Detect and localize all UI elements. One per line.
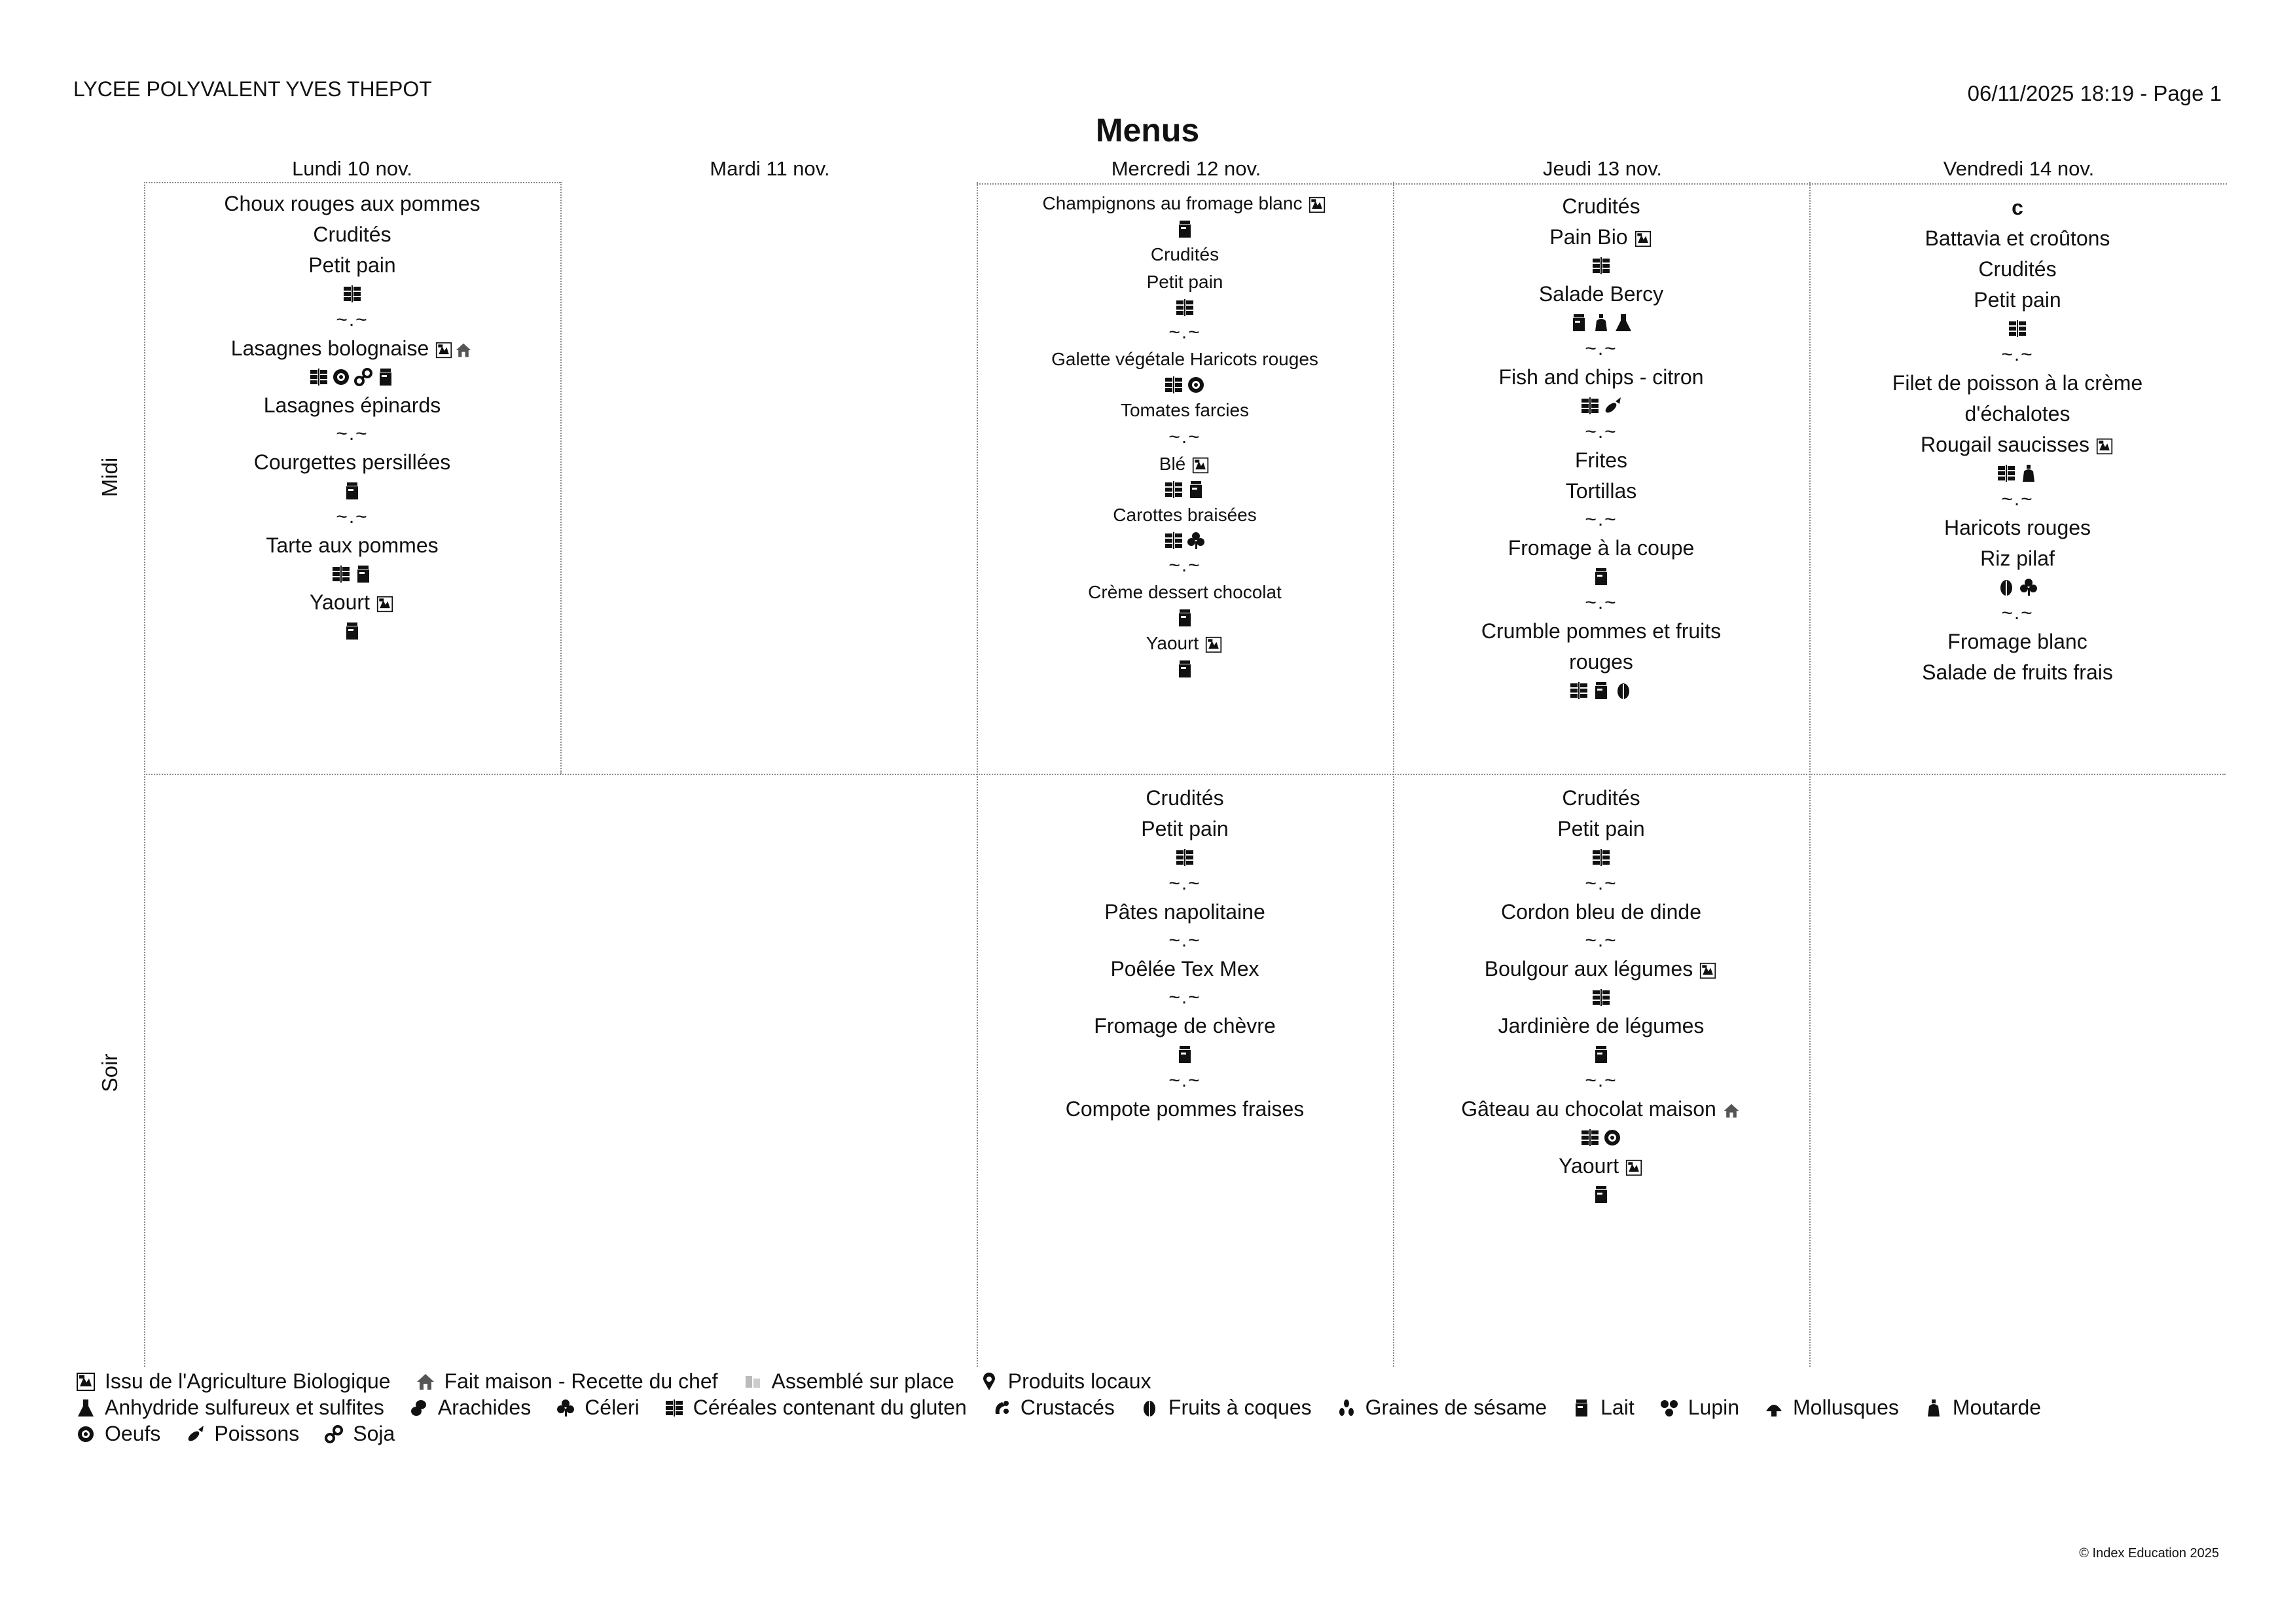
gluten-wheat-icon <box>342 284 362 304</box>
menu-item: Crudités <box>1150 244 1220 264</box>
gluten-wheat-icon <box>1569 681 1589 700</box>
milk-icon <box>1175 219 1195 239</box>
menu-cell-midi-lundi <box>149 189 555 644</box>
milk-icon <box>1591 567 1611 586</box>
allergen-icons <box>1997 460 2038 486</box>
bio-icon <box>1633 229 1653 249</box>
menu-item: Petit pain <box>308 253 396 277</box>
course-separator: ~.~ <box>1168 1070 1201 1091</box>
course-separator: ~.~ <box>336 423 369 444</box>
menu-item: Fromage de chèvre <box>1094 1014 1276 1038</box>
allergen-icons <box>1164 478 1206 501</box>
menu-item: Boulgour aux légumes <box>1485 954 1718 984</box>
milk-icon <box>1175 659 1195 679</box>
day-header-mardi: Mardi 11 nov. <box>710 157 830 180</box>
allergen-icons <box>342 478 362 504</box>
course-separator: ~.~ <box>1168 554 1201 576</box>
gluten-wheat-icon <box>1997 463 2016 483</box>
menu-cell-soir-jeudi <box>1398 783 1804 1208</box>
milk-icon <box>342 481 362 501</box>
course-separator: ~.~ <box>1585 873 1617 894</box>
menu-item: Petit pain <box>1141 817 1229 840</box>
grid-line <box>144 182 560 183</box>
menu-item: Compote pommes fraises <box>1065 1097 1305 1121</box>
gluten-wheat-icon <box>1591 256 1611 276</box>
grid-line <box>977 183 2227 185</box>
day-header-vendredi: Vendredi 14 nov. <box>1943 157 2095 180</box>
bio-icon <box>1698 961 1718 981</box>
bio-icon <box>76 1372 96 1392</box>
course-separator: ~.~ <box>1585 338 1617 359</box>
menu-item: Crumble pommes et fruits <box>1481 619 1722 643</box>
gluten-wheat-icon <box>2008 319 2027 338</box>
menu-item: Champignons au fromage blanc <box>1043 190 1328 217</box>
allergen-icons <box>1591 253 1611 279</box>
legend-item: Céleri <box>556 1396 640 1420</box>
assembled-icon <box>743 1372 763 1392</box>
crustacean-icon <box>992 1398 1011 1418</box>
menu-item: Jardinière de légumes <box>1498 1014 1705 1038</box>
course-separator: ~.~ <box>1168 426 1201 448</box>
gluten-wheat-icon <box>1591 988 1611 1007</box>
milk-icon <box>1569 313 1589 333</box>
menu-item: Crudités <box>1978 257 2057 281</box>
legend-row-labels <box>76 1369 1176 1394</box>
gluten-wheat-icon <box>664 1398 684 1418</box>
celery-clover-icon <box>556 1398 575 1418</box>
gluten-wheat-icon <box>1164 375 1184 395</box>
menu-cell-midi-mercredi <box>982 190 1388 681</box>
celery-clover-icon <box>2019 577 2038 597</box>
allergen-icons <box>1997 574 2038 600</box>
menu-item: Carottes braisées <box>1113 505 1257 525</box>
menu-item: Petit pain <box>1146 272 1223 292</box>
milk-icon <box>1186 480 1206 499</box>
peanut-icon <box>409 1398 429 1418</box>
menu-item: Gâteau au chocolat maison <box>1461 1094 1741 1125</box>
gluten-wheat-icon <box>1164 480 1184 499</box>
milk-icon <box>1175 1045 1195 1064</box>
soy-icon <box>353 367 373 387</box>
egg-icon <box>1602 1128 1622 1147</box>
menu-item: Battavia et croûtons <box>1925 226 2110 250</box>
mustard-icon <box>2019 463 2038 483</box>
page-title: Menus <box>1095 112 1200 149</box>
allergen-icons <box>1591 1182 1611 1208</box>
legend-item: Issu de l'Agriculture Biologique <box>76 1369 391 1394</box>
menu-item: Pain Bio <box>1549 222 1652 253</box>
house-icon <box>1722 1101 1741 1121</box>
legend-item: Mollusques <box>1764 1396 1899 1420</box>
menu-item: Crudités <box>1562 194 1640 218</box>
lupin-icon <box>1659 1398 1679 1418</box>
legend-row-allergens <box>76 1396 2066 1420</box>
day-header-jeudi: Jeudi 13 nov. <box>1542 157 1663 180</box>
legend-item: Oeufs <box>76 1422 160 1446</box>
bio-icon <box>2095 437 2114 456</box>
print-datetime: 06/11/2025 18:19 - Page 1 <box>1967 81 2222 105</box>
allergen-icons <box>1580 393 1622 419</box>
menu-item: Rougail saucisses <box>1921 429 2114 460</box>
allergen-icons <box>342 618 362 644</box>
gluten-wheat-icon <box>1175 298 1195 317</box>
menu-item: Crudités <box>313 223 391 246</box>
course-separator: ~.~ <box>336 309 369 331</box>
legend-item: Moutarde <box>1924 1396 2041 1420</box>
legend-item: Soja <box>324 1422 395 1446</box>
mustard-icon <box>1924 1398 1943 1418</box>
menu-item: Petit pain <box>1974 288 2061 312</box>
course-separator: ~.~ <box>1168 873 1201 894</box>
menu-item: Yaourt <box>1559 1151 1644 1182</box>
milk-icon <box>1591 1045 1611 1064</box>
course-separator: ~.~ <box>2001 344 2034 365</box>
allergen-icons <box>1164 529 1206 552</box>
course-separator: ~.~ <box>1585 592 1617 613</box>
allergen-icons <box>1175 1041 1195 1068</box>
fish-icon <box>1602 396 1622 416</box>
allergen-icons <box>1175 217 1195 241</box>
course-separator: ~.~ <box>1585 1070 1617 1091</box>
menu-item: Filet de poisson à la crème <box>1892 371 2143 395</box>
course-separator: ~.~ <box>1585 509 1617 530</box>
legend-item: Anhydride sulfureux et sulfites <box>76 1396 384 1420</box>
soy-icon <box>324 1424 344 1444</box>
menu-item: Tomates farcies <box>1120 400 1250 420</box>
bio-icon <box>1191 456 1210 475</box>
egg-icon <box>331 367 351 387</box>
period-label-midi: Midi <box>98 457 122 497</box>
gluten-wheat-icon <box>1164 531 1184 550</box>
gluten-wheat-icon <box>331 564 351 584</box>
nut-icon <box>1614 681 1633 700</box>
location-pin-icon <box>979 1372 999 1392</box>
menu-item: Riz pilaf <box>1980 547 2055 570</box>
copyright-footer: © Index Education 2025 <box>2079 1546 2219 1561</box>
allergen-icons <box>1175 844 1195 871</box>
milk-icon <box>1591 681 1611 700</box>
menu-cell-soir-mercredi <box>982 783 1388 1125</box>
milk-icon <box>376 367 395 387</box>
celery-clover-icon <box>1186 531 1206 550</box>
legend-item: Produits locaux <box>979 1369 1151 1394</box>
allergen-icons <box>1164 373 1206 397</box>
gluten-wheat-icon <box>1580 1128 1600 1147</box>
menu-item: Fromage blanc <box>1947 630 2087 653</box>
allergen-icons <box>1569 677 1633 704</box>
menu-item: Fromage à la coupe <box>1508 536 1695 560</box>
allergen-icons <box>342 281 362 307</box>
allergen-icons <box>1569 310 1633 336</box>
allergen-icons <box>1175 606 1195 630</box>
menu-item: Petit pain <box>1557 817 1645 840</box>
legend-item: Arachides <box>409 1396 531 1420</box>
legend-item: Assemblé sur place <box>743 1369 954 1394</box>
allergen-icons <box>1175 657 1195 681</box>
course-separator: ~.~ <box>1585 421 1617 442</box>
bio-icon <box>1624 1158 1644 1178</box>
course-separator: ~.~ <box>2001 602 2034 624</box>
course-separator: ~.~ <box>1585 929 1617 951</box>
allergen-icons <box>2008 316 2027 342</box>
school-name: LYCEE POLYVALENT YVES THEPOT <box>73 77 432 101</box>
menu-item: Haricots rouges <box>1943 516 2091 539</box>
legend-item: Poissons <box>185 1422 299 1446</box>
menu-item: Frites <box>1575 448 1627 472</box>
gluten-wheat-icon <box>1580 396 1600 416</box>
legend-item: Fait maison - Recette du chef <box>416 1369 718 1394</box>
house-icon <box>416 1372 435 1392</box>
mollusc-icon <box>1764 1398 1784 1418</box>
sulfite-flask-icon <box>76 1398 96 1418</box>
gluten-wheat-icon <box>1175 848 1195 867</box>
menu-item: Tortillas <box>1565 479 1637 503</box>
period-label-soir: Soir <box>98 1053 122 1092</box>
milk-icon <box>353 564 373 584</box>
legend-item: Lait <box>1572 1396 1635 1420</box>
menu-item: Blé <box>1159 450 1210 478</box>
menu-item: Pâtes napolitaine <box>1104 900 1265 924</box>
bio-icon <box>1204 635 1223 655</box>
allergen-icons <box>1580 1125 1622 1151</box>
menu-item: Fish and chips - citron <box>1498 365 1704 389</box>
day-header-lundi: Lundi 10 nov. <box>292 157 412 180</box>
course-separator: ~.~ <box>1168 986 1201 1008</box>
house-icon <box>454 340 473 360</box>
grid-line <box>144 774 2226 775</box>
egg-icon <box>1186 375 1206 395</box>
bio-icon <box>434 340 454 360</box>
menu-item: d'échalotes <box>1964 402 2070 425</box>
legend-item: Crustacés <box>992 1396 1115 1420</box>
menu-item: Courgettes persillées <box>253 450 451 474</box>
course-separator: ~.~ <box>1168 929 1201 951</box>
nut-icon <box>1140 1398 1159 1418</box>
course-separator: ~.~ <box>336 506 369 528</box>
menu-item: c <box>2012 196 2023 219</box>
menu-item: Choux rouges aux pommes <box>224 192 480 215</box>
day-header-mercredi: Mercredi 12 nov. <box>1111 157 1261 180</box>
milk-icon <box>1175 608 1195 628</box>
menu-item: Cordon bleu de dinde <box>1500 900 1701 924</box>
menu-item: Crème dessert chocolat <box>1088 582 1282 602</box>
allergen-icons <box>309 364 395 390</box>
sulfite-flask-icon <box>1614 313 1633 333</box>
menu-item: rouges <box>1569 650 1633 674</box>
menu-item: Salade de fruits frais <box>1922 660 2113 684</box>
menu-item: Lasagnes épinards <box>263 393 441 417</box>
menu-cell-midi-vendredi <box>1815 192 2220 688</box>
milk-icon <box>342 621 362 641</box>
menu-item: Crudités <box>1146 786 1224 810</box>
grid-line <box>560 182 562 774</box>
milk-icon <box>1572 1398 1591 1418</box>
fish-icon <box>185 1424 205 1444</box>
menu-item: Galette végétale Haricots rouges <box>1051 349 1318 369</box>
allergen-icons <box>1591 984 1611 1011</box>
course-separator: ~.~ <box>2001 488 2034 510</box>
allergen-icons <box>331 561 373 587</box>
menu-item: Lasagnes bolognaise <box>231 333 473 364</box>
menu-item: Yaourt <box>310 587 395 618</box>
menu-item: Crudités <box>1562 786 1640 810</box>
gluten-wheat-icon <box>1591 848 1611 867</box>
allergen-icons <box>1175 296 1195 319</box>
allergen-icons <box>1591 564 1611 590</box>
menu-item: Yaourt <box>1146 630 1223 657</box>
legend-item: Céréales contenant du gluten <box>664 1396 967 1420</box>
legend-item: Lupin <box>1659 1396 1739 1420</box>
egg-icon <box>76 1424 96 1444</box>
bio-icon <box>375 594 395 614</box>
legend-item: Graines de sésame <box>1337 1396 1547 1420</box>
allergen-icons <box>1591 844 1611 871</box>
gluten-wheat-icon <box>309 367 329 387</box>
mustard-icon <box>1591 313 1611 333</box>
nut-icon <box>1997 577 2016 597</box>
legend-item: Fruits à coques <box>1140 1396 1312 1420</box>
course-separator: ~.~ <box>1168 321 1201 343</box>
menu-item: Poêlée Tex Mex <box>1110 957 1259 981</box>
sesame-icon <box>1337 1398 1356 1418</box>
menu-item: Salade Bercy <box>1538 282 1664 306</box>
menu-item: Tarte aux pommes <box>266 533 439 557</box>
milk-icon <box>1591 1185 1611 1204</box>
legend-row-allergens-2 <box>76 1422 420 1446</box>
menu-cell-midi-jeudi <box>1398 191 1804 704</box>
bio-icon <box>1307 195 1327 215</box>
allergen-icons <box>1591 1041 1611 1068</box>
